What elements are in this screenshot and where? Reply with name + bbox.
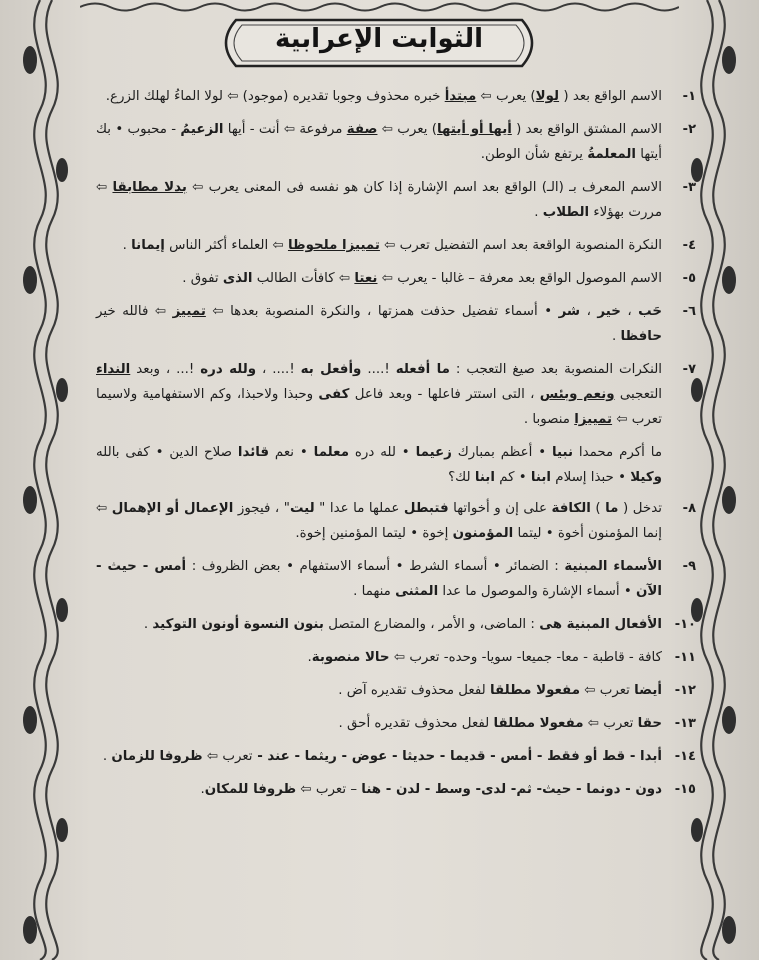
- text-segment: .: [307, 650, 312, 665]
- item-text: [96, 175, 662, 225]
- item-text: [96, 233, 662, 258]
- text-segment: مرفوعة ⇦ أنت - أيها: [223, 122, 347, 137]
- text-segment: : الضمائر • أسماء الشرط • أسماء الاستفهام • بعض الظروف :: [186, 559, 565, 574]
- item-number: ١٢-: [674, 683, 696, 698]
- item-text: [96, 711, 662, 736]
- text-segment: حالا منصوبة: [311, 650, 390, 665]
- text-segment: أيضا: [634, 683, 662, 698]
- text-segment: • كم: [494, 470, 531, 485]
- text-segment: المعلمةُ: [587, 147, 636, 162]
- item-text: [96, 357, 662, 432]
- text-segment: حَب: [638, 304, 662, 319]
- text-segment: !.... ،: [256, 362, 301, 377]
- text-segment: ⇦ مررت بهؤلاء: [96, 180, 662, 220]
- item-text: [96, 777, 662, 802]
- left-ornament-border: [0, 0, 80, 960]
- text-segment: .: [200, 782, 205, 797]
- text-segment: " ، فيجوز: [233, 501, 290, 516]
- text-segment: • نعم: [269, 445, 314, 460]
- text-segment: ⇦ إنما المؤمنون أخوة • ليتما: [96, 501, 662, 541]
- text-segment: صلاح الدين • كفى بالله: [96, 445, 238, 460]
- text-segment: تعرب ⇦: [579, 683, 635, 698]
- item-text: [96, 554, 662, 604]
- text-segment: مبتدأ: [444, 89, 477, 104]
- text-segment: لفعل محذوف تقديره أحق .: [338, 716, 494, 731]
- text-segment: الذى: [222, 271, 253, 286]
- text-segment: نبيا: [552, 445, 574, 460]
- list-item: [96, 554, 696, 604]
- text-segment: الزعيمُ: [180, 122, 224, 137]
- text-segment: على إن و أخواتها: [448, 501, 552, 516]
- text-segment: تمييزا: [574, 412, 613, 427]
- text-segment: وحبذا ولاحبذا، وكم الاستفهامية ولاسيما تعرب ⇦: [96, 387, 662, 427]
- text-segment: !....: [361, 362, 396, 377]
- text-segment: الأفعال المبنية هى: [539, 617, 662, 632]
- text-segment: صفة: [346, 122, 378, 137]
- text-segment: يرتفع شأن الوطن.: [480, 147, 588, 162]
- text-segment: ما أفعله: [395, 362, 450, 377]
- list-item: [96, 175, 696, 225]
- list-item: [96, 678, 696, 703]
- top-ornament-strip: [80, 0, 679, 14]
- item-number: ٧-: [682, 362, 696, 377]
- text-segment: ظروفا للزمان: [111, 749, 203, 764]
- text-segment: الأسماء المبنية: [564, 559, 662, 574]
- list-item: [96, 117, 696, 167]
- text-segment: تعرب ⇦: [202, 749, 253, 764]
- text-segment: خير: [597, 304, 621, 319]
- text-segment: ) يعرب ⇦: [476, 89, 536, 104]
- text-segment: ⇦ العلماء أكثر الناس: [164, 238, 288, 253]
- list-item: [96, 84, 696, 109]
- text-segment: – تعرب ⇦: [296, 782, 362, 797]
- text-segment: - محبوب • بك أيتها: [96, 122, 662, 162]
- list-item: [96, 645, 696, 670]
- text-segment: الكافة: [551, 501, 591, 516]
- text-segment: لك؟: [448, 470, 475, 485]
- text-segment: النكرة المنصوبة الواقعة بعد اسم التفضيل تعرب ⇦: [379, 238, 662, 253]
- item-text: [96, 117, 662, 167]
- text-segment: شر: [558, 304, 581, 319]
- text-segment: ولله دره: [200, 362, 257, 377]
- text-segment: !... ، وبعد: [130, 362, 201, 377]
- text-segment: مفعولا مطلقا: [490, 683, 580, 698]
- text-segment: ما: [605, 501, 619, 516]
- text-segment: .: [534, 205, 543, 220]
- item-number: ٨-: [682, 501, 696, 516]
- text-segment: منهما .: [353, 584, 396, 599]
- text-segment: ونعم وبئس: [539, 387, 615, 402]
- text-segment: ابنا: [530, 470, 552, 485]
- item-examples: [96, 440, 662, 490]
- text-segment: تمييز: [172, 304, 206, 319]
- text-segment: ،: [580, 304, 598, 319]
- item-number: ١٥-: [674, 782, 696, 797]
- text-segment: ما أكرم محمدا: [573, 445, 662, 460]
- text-segment: • أعظم بمبارك: [451, 445, 553, 460]
- text-segment: فتبطل: [403, 501, 449, 516]
- list-item: [96, 711, 696, 736]
- text-segment: خبره محذوف وجوبا تقديره (موجود) ⇦ لولا الماءُ لهلك الزرع.: [105, 89, 445, 104]
- text-segment: تعرب ⇦: [583, 716, 638, 731]
- item-text: [96, 299, 662, 349]
- item-number: ١٠-: [674, 617, 696, 632]
- text-segment: تدخل (: [618, 501, 662, 516]
- text-segment: الاسم المشتق الواقع بعد (: [511, 122, 662, 137]
- text-segment: حقا: [637, 716, 662, 731]
- item-number: ٣-: [682, 180, 696, 195]
- text-segment: ليت: [289, 501, 315, 516]
- text-segment: ): [590, 501, 606, 516]
- item-number: ١١-: [674, 650, 696, 665]
- text-segment: وكيلا: [630, 470, 662, 485]
- text-segment: دون - دونما - حيث- ثم- لدى- وسط - لدن - هنا: [361, 782, 662, 797]
- text-segment: بدلا مطابقا: [112, 180, 187, 195]
- item-number: ١٣-: [674, 716, 696, 731]
- text-segment: نعتا: [354, 271, 378, 286]
- text-segment: • حبذا إسلام: [551, 470, 631, 485]
- text-segment: الإعمال أو الإهمال: [111, 501, 234, 516]
- text-segment: لولا: [535, 89, 560, 104]
- title-banner: [212, 14, 546, 72]
- text-segment: • أسماء الإشارة والموصول ما عدا: [438, 584, 636, 599]
- item-text: [96, 612, 662, 637]
- text-segment: .: [143, 617, 153, 632]
- text-segment: ظروفا للمكان: [204, 782, 297, 797]
- list-item: [96, 612, 696, 637]
- text-segment: النكرات المنصوبة بعد صيغ التعجب :: [449, 362, 662, 377]
- item-number: ١٤-: [674, 749, 696, 764]
- text-segment: قائدا: [237, 445, 270, 460]
- item-number: ٢-: [682, 122, 696, 137]
- text-segment: الاسم الموصول الواقع بعد معرفة – غالبا - يعرب ⇦: [377, 271, 662, 286]
- text-segment: أمس - حيث - الآن: [96, 559, 662, 599]
- list-item: [96, 744, 696, 769]
- text-segment: .: [122, 238, 132, 253]
- text-segment: حافظا: [620, 329, 662, 344]
- text-segment: .: [611, 329, 621, 344]
- text-segment: ) يعرب ⇦: [377, 122, 438, 137]
- list-item: [96, 357, 696, 432]
- list-item: [96, 777, 696, 802]
- text-segment: تفوق .: [182, 271, 223, 286]
- text-segment: الاسم المعرف بـ (الـ) الواقع بعد اسم الإشارة إذا كان هو نفسه فى المعنى يعرب ⇦: [186, 180, 663, 195]
- text-segment: منصوبا .: [523, 412, 575, 427]
- text-segment: كافة - قاطبة - معا- جميعا- سويا- وحده- تعرب ⇦: [389, 650, 662, 665]
- text-segment: ، التى استتر فاعلها - وبعد فاعل: [349, 387, 540, 402]
- text-segment: ⇦ فالله خير: [96, 304, 173, 319]
- item-text: [96, 496, 662, 546]
- item-text: [96, 744, 662, 769]
- item-number: ٥-: [682, 271, 696, 286]
- text-segment: زعيما: [415, 445, 452, 460]
- text-segment: • لله دره: [349, 445, 416, 460]
- list-item: [96, 496, 696, 546]
- text-segment: • أسماء تفضيل حذفت همزتها ، والنكرة المنصوبة بعدها ⇦: [205, 304, 559, 319]
- page-title: الثوابت الإعرابية: [274, 24, 484, 54]
- list-item: [96, 233, 696, 258]
- text-segment: النداء: [96, 362, 131, 377]
- text-segment: التعجبى: [614, 387, 662, 402]
- text-segment: عملها ما عدا ": [314, 501, 404, 516]
- text-segment: معلما: [313, 445, 349, 460]
- rules-list: [96, 84, 696, 810]
- text-segment: تمييزا ملحوظا: [287, 238, 380, 253]
- item-text: [96, 645, 662, 670]
- text-segment: المثنى: [395, 584, 439, 599]
- text-segment: ،: [620, 304, 639, 319]
- text-segment: كفى: [318, 387, 350, 402]
- text-segment: مفعولا مطلقا: [493, 716, 584, 731]
- list-item: [96, 299, 696, 349]
- text-segment: لفعل محذوف تقديره آض .: [338, 683, 490, 698]
- text-segment: بنون النسوة أونون التوكيد: [152, 617, 324, 632]
- text-segment: وأفعل به: [300, 362, 362, 377]
- text-segment: الاسم الواقع بعد (: [559, 89, 662, 104]
- text-segment: .: [102, 749, 112, 764]
- text-segment: إيمانا: [131, 238, 165, 253]
- item-number: ٤-: [682, 238, 696, 253]
- text-segment: إخوة • ليتما المؤمنين إخوة.: [295, 526, 453, 541]
- item-text: [96, 678, 662, 703]
- text-segment: : الماضى، و الأمر ، والمضارع المتصل: [323, 617, 540, 632]
- text-segment: ابنا: [474, 470, 495, 485]
- item-number: ١-: [682, 89, 696, 104]
- text-segment: المؤمنون: [452, 526, 514, 541]
- item-text: [96, 266, 662, 291]
- text-segment: الطلاب: [542, 205, 590, 220]
- item-number: ٦-: [682, 304, 696, 319]
- item-text: [96, 84, 662, 109]
- text-segment: ⇦ كافأت الطالب: [252, 271, 355, 286]
- text-segment: أيها أو أيتها: [437, 122, 512, 137]
- item-number: ٩-: [682, 559, 696, 574]
- text-segment: أبدا - قط أو فقط - أمس - قديما - حديثا - عوض - ريثما - عند -: [252, 749, 662, 764]
- list-item: [96, 266, 696, 291]
